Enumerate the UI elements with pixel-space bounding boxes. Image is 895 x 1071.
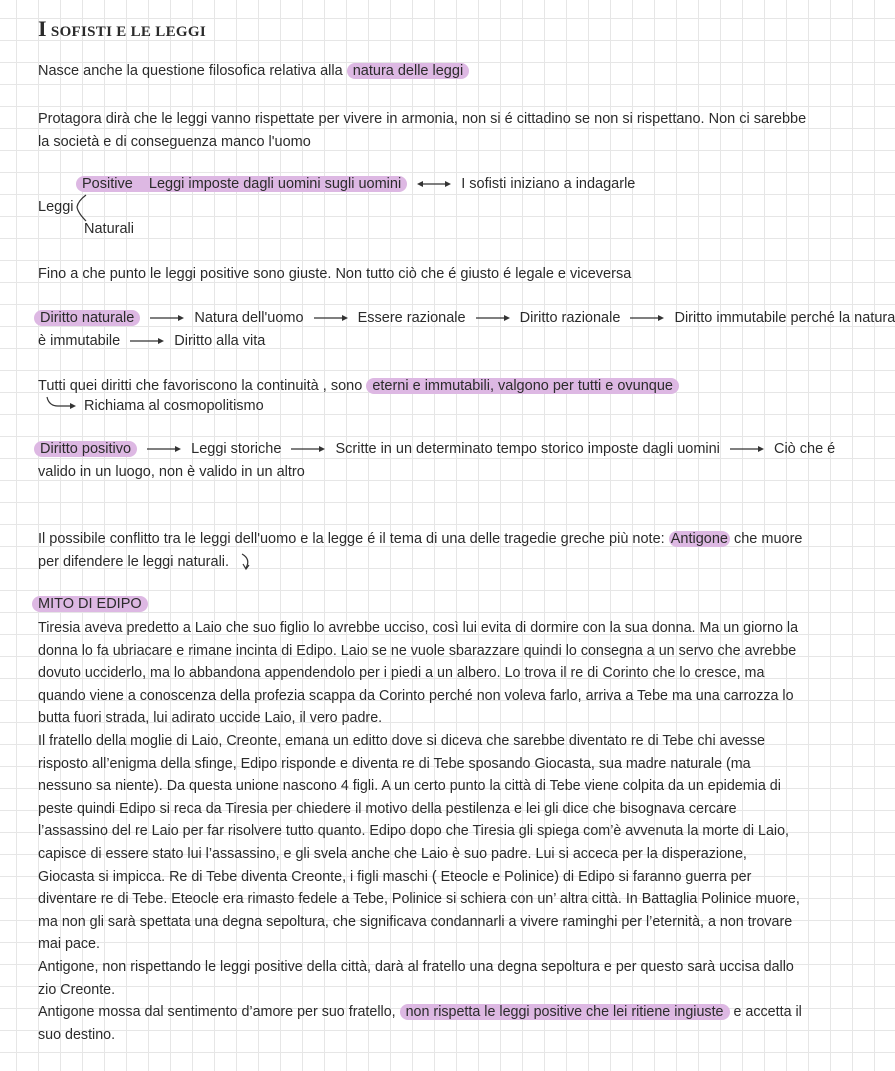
arrow-right-icon: [150, 313, 184, 323]
cosmopolitismo-label: Richiama al cosmopolitismo: [84, 398, 264, 414]
mito-paragraph-1: Tiresia aveva predetto a Laio che suo figlio lo avrebbe ucciso, così lui evita di dormire con la sua donna. Ma un giorno la donna lo fa ubriacare e rimane incinta di Edipo. Laio se ne vuole sbarazzare quindi lo consegna a un servo che avrebbe dovuto ucciderlo, ma lo abbandona appendendolo per i piedi a un albero. Lo trova il re di Corinto che lo cresce, ma quando viene a conoscenza della profezia scappa da Corinto perché non voleva farlo, arriva a Tebe ma una carrozza lo butta fuori strada, lui adirato uccide Laio, il vero padre.: [38, 620, 799, 727]
positivo-continuation: valido in un luogo, non è valido in un altro: [38, 464, 305, 480]
highlight-antigone: Antigone: [670, 531, 728, 547]
brace-icon: [74, 193, 88, 223]
mito-paragraph-2: Il fratello della moglie di Laio, Creonte, emana un editto dove si diceva che sarebbe diventato re di Tebe chi avesse risposto all’enigma della sfinge, Edipo risponde e diventa re di Tebe sposando Giocasta, sua madre naturale (ma nessuno sa niente). Da questa unione nascono 4 figli. A un certo punto la città di Tebe viene colpita da un epidemia di peste quindi Edipo si reca da Tiresia per chiedere il motivo della pestilenza e lei gli dice che bisognava cercare l’assassino del re Laio per far risolvere tutto quanto. Edipo dopo che Tiresia gli spiega com’è avvenuta la morte di Laio, capisce di essere stato lui l’assassino, e gli svela anche che Laio è suo padre. Lui si acceca per la disperazione, Giocasta si impicca. Re di Tebe diventa Creonte, i figli maschi ( Eteocle e Polinice) di Edipo si faranno guerra per diventare re di Tebe. Eteocle era rimasto fedele a Tebe, Polinice si schiera con un’ altra città. In Battaglia Polinice muore, ma non gli sarà spettata una degna sepoltura, che significava condannarli a vivere raminghi per l’eternità, a non trovare mai pace.: [38, 732, 800, 953]
highlight-natura-leggi: natura delle leggi: [347, 63, 469, 79]
highlight-mito-heading: MITO DI EDIPO: [32, 596, 148, 612]
diritti-line: [38, 378, 679, 394]
sofisti-label: I sofisti iniziano a indagarle: [461, 176, 636, 192]
highlight-non-rispetta: non rispetta le leggi positive che lei ritiene ingiuste: [400, 1004, 730, 1020]
arrow-right-icon: [291, 444, 325, 454]
positive-definition: Leggi imposte dagli uomini sugli uomini: [148, 176, 402, 192]
chain-continuation: è immutabile: [38, 333, 121, 349]
arrow-right-icon: [130, 336, 164, 346]
curved-down-arrow-icon: [239, 553, 253, 571]
chain-step: Scritte in un determinato tempo storico imposte dagli uomini: [335, 441, 720, 457]
mito-body: [38, 617, 806, 1046]
leggi-root-label: Leggi: [38, 199, 74, 215]
page-title: [38, 16, 206, 42]
arrow-right-icon: [314, 313, 348, 323]
diritti-text: Tutti quei diritti che favoriscono la continuità , sono: [38, 378, 363, 394]
diritto-naturale-chain: [34, 310, 895, 326]
double-arrow-icon: [417, 179, 451, 189]
highlight-diritto-positivo: Diritto positivo: [34, 441, 137, 457]
leggi-root: [38, 199, 73, 215]
mito-paragraph-4: [38, 1001, 806, 1046]
chain-step: Ciò che é: [773, 441, 836, 457]
chain-step: Diritto immutabile perché la natura: [674, 310, 895, 326]
chain-step: Diritto razionale: [519, 310, 621, 326]
leggi-positive-row: [76, 176, 635, 192]
naturali-label: Naturali: [84, 221, 134, 237]
arrow-right-icon: [147, 444, 181, 454]
title-initial: I: [38, 16, 47, 41]
chain-step: Diritto alla vita: [174, 333, 266, 349]
mito-paragraph-4-text: Antigone mossa dal sentimento d’amore per suo fratello,: [38, 1004, 396, 1021]
curved-arrow-icon: [44, 396, 78, 412]
arrow-right-icon: [730, 444, 764, 454]
arrow-right-icon: [476, 313, 510, 323]
conflitto-text: Il possibile conflitto tra le leggi dell'uomo e la legge é il tema di una delle tragedie greche più note:: [38, 531, 665, 547]
title-rest: SOFISTI E LE LEGGI: [46, 24, 206, 40]
diritto-naturale-cont: [38, 333, 265, 349]
positive-label: Positive: [82, 176, 133, 192]
giustizia-line: Fino a che punto le leggi positive sono giuste. Non tutto ciò che é giusto é legale e viceversa: [38, 266, 632, 282]
intro-text: Nasce anche la questione filosofica relativa alla: [38, 63, 343, 79]
conflitto-text-end: che muore per difendere le leggi naturali.: [38, 531, 803, 570]
protagora-paragraph: Protagora dirà che le leggi vanno rispettate per vivere in armonia, non si é cittadino se non si rispettano. Non ci sarebbe la società e di conseguenza manco l'uomo: [38, 111, 807, 150]
chain-step: Leggi storiche: [191, 441, 282, 457]
chain-step: Natura dell'uomo: [194, 310, 304, 326]
highlight-diritto-naturale: Diritto naturale: [34, 310, 140, 326]
arrow-right-icon: [630, 313, 664, 323]
highlight-eterni: eterni e immutabili, valgono per tutti e ovunque: [366, 378, 679, 394]
conflitto-paragraph: [38, 528, 808, 573]
mito-paragraph-4-end: e accetta il suo destino.: [38, 1004, 802, 1043]
intro-line: [38, 63, 469, 79]
chain-step: Essere razionale: [357, 310, 466, 326]
mito-paragraph-3: Antigone, non rispettando le leggi positive della città, darà al fratello una degna sepoltura e per questo sarà uccisa dallo zio Creonte.: [38, 958, 794, 998]
mito-heading: [32, 596, 148, 612]
highlight-positive: [76, 176, 407, 192]
diritto-positivo-chain: [34, 441, 835, 457]
